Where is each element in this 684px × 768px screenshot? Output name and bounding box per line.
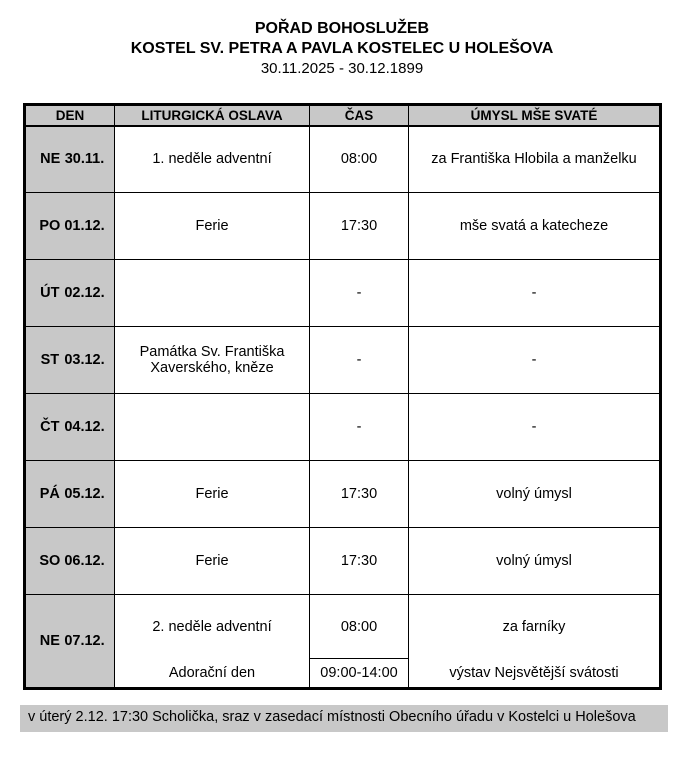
- column-header-oslava: LITURGICKÁ OSLAVA: [115, 105, 310, 126]
- celebration-cell: Ferie: [115, 193, 310, 260]
- celebration-stack: [115, 595, 309, 687]
- intention-cell: mše svatá a katecheze: [409, 193, 661, 260]
- day-cell: [25, 394, 115, 461]
- day-abbr: ÚT: [40, 285, 60, 301]
- celebration-cell: [115, 260, 310, 327]
- time-cell: -: [310, 327, 409, 394]
- day-abbr: PO: [39, 218, 61, 234]
- day-cell: [25, 260, 115, 327]
- celebration-cell: Ferie: [115, 461, 310, 528]
- table-row: [25, 193, 661, 260]
- time-stack: [310, 595, 408, 687]
- day-date: 06.12.: [64, 553, 105, 569]
- celebration-cell: Ferie: [115, 528, 310, 595]
- title-block: [0, 19, 684, 79]
- day-date: 07.12.: [64, 633, 105, 649]
- intention-stack: [409, 595, 659, 687]
- column-header-cas: ČAS: [310, 105, 409, 126]
- intention-cell: -: [409, 394, 661, 461]
- table-row: [25, 394, 661, 461]
- day-abbr: ČT: [40, 419, 60, 435]
- intention-cell: -: [409, 327, 661, 394]
- celebration-cell: [115, 595, 310, 689]
- column-header-den: DEN: [25, 105, 115, 126]
- celebration-main: 2. neděle adventní: [152, 618, 272, 635]
- table-row: [25, 260, 661, 327]
- page-subtitle: KOSTEL SV. PETRA A PAVLA KOSTELEC U HOLEŠOVA: [130, 40, 554, 57]
- date-range: 30.11.2025 - 30.12.1899: [260, 60, 424, 77]
- time-cell: 08:00: [310, 126, 409, 193]
- intention-cell: -: [409, 260, 661, 327]
- time-cell: 17:30: [310, 528, 409, 595]
- day-abbr: NE: [39, 633, 60, 649]
- intention-cell: za Františka Hlobila a manželku: [409, 126, 661, 193]
- day-cell: [25, 193, 115, 260]
- page-title: POŘAD BOHOSLUŽEB: [254, 20, 430, 37]
- time-cell: -: [310, 260, 409, 327]
- time-cell: -: [310, 394, 409, 461]
- table-header-row: [25, 105, 661, 126]
- day-date: 01.12.: [64, 218, 105, 234]
- day-cell: [25, 595, 115, 689]
- day-abbr: PÁ: [39, 486, 60, 502]
- day-date: 05.12.: [64, 486, 105, 502]
- celebration-cell: 1. neděle adventní: [115, 126, 310, 193]
- time-cell: 17:30: [310, 461, 409, 528]
- celebration-cell: Památka Sv. Františka Xaverského, kněze: [115, 327, 310, 394]
- table-row: [25, 461, 661, 528]
- intention-cell: [409, 595, 661, 689]
- day-abbr: NE: [40, 151, 61, 168]
- footer-note: v úterý 2.12. 17:30 Scholička, sraz v zasedací místnosti Obecního úřadu v Kostelci u Holešova: [20, 705, 668, 732]
- day-date: 03.12.: [64, 352, 105, 368]
- intention-main: za farníky: [502, 618, 566, 635]
- time-cell: [310, 595, 409, 689]
- day-cell: [25, 126, 115, 193]
- intention-cell: volný úmysl: [409, 461, 661, 528]
- day-date: 04.12.: [64, 419, 105, 435]
- schedule-table: [23, 103, 662, 690]
- day-abbr: ST: [40, 352, 60, 368]
- time-sub: 09:00-14:00: [310, 658, 408, 687]
- day-cell: [25, 327, 115, 394]
- table-row: [25, 595, 661, 689]
- column-header-umysl: ÚMYSL MŠE SVATÉ: [409, 105, 661, 126]
- table-row: [25, 528, 661, 595]
- table-row: [25, 126, 661, 193]
- time-main: 08:00: [340, 618, 378, 635]
- table-row: [25, 327, 661, 394]
- celebration-cell: [115, 394, 310, 461]
- day-abbr: SO: [39, 553, 61, 569]
- day-cell: [25, 528, 115, 595]
- intention-sub: výstav Nejsvětější svátosti: [449, 664, 619, 681]
- celebration-sub: Adorační den: [168, 664, 256, 681]
- time-cell: 17:30: [310, 193, 409, 260]
- day-date: 30.11.: [64, 151, 105, 168]
- intention-cell: volný úmysl: [409, 528, 661, 595]
- day-date: 02.12.: [64, 285, 105, 301]
- day-cell: [25, 461, 115, 528]
